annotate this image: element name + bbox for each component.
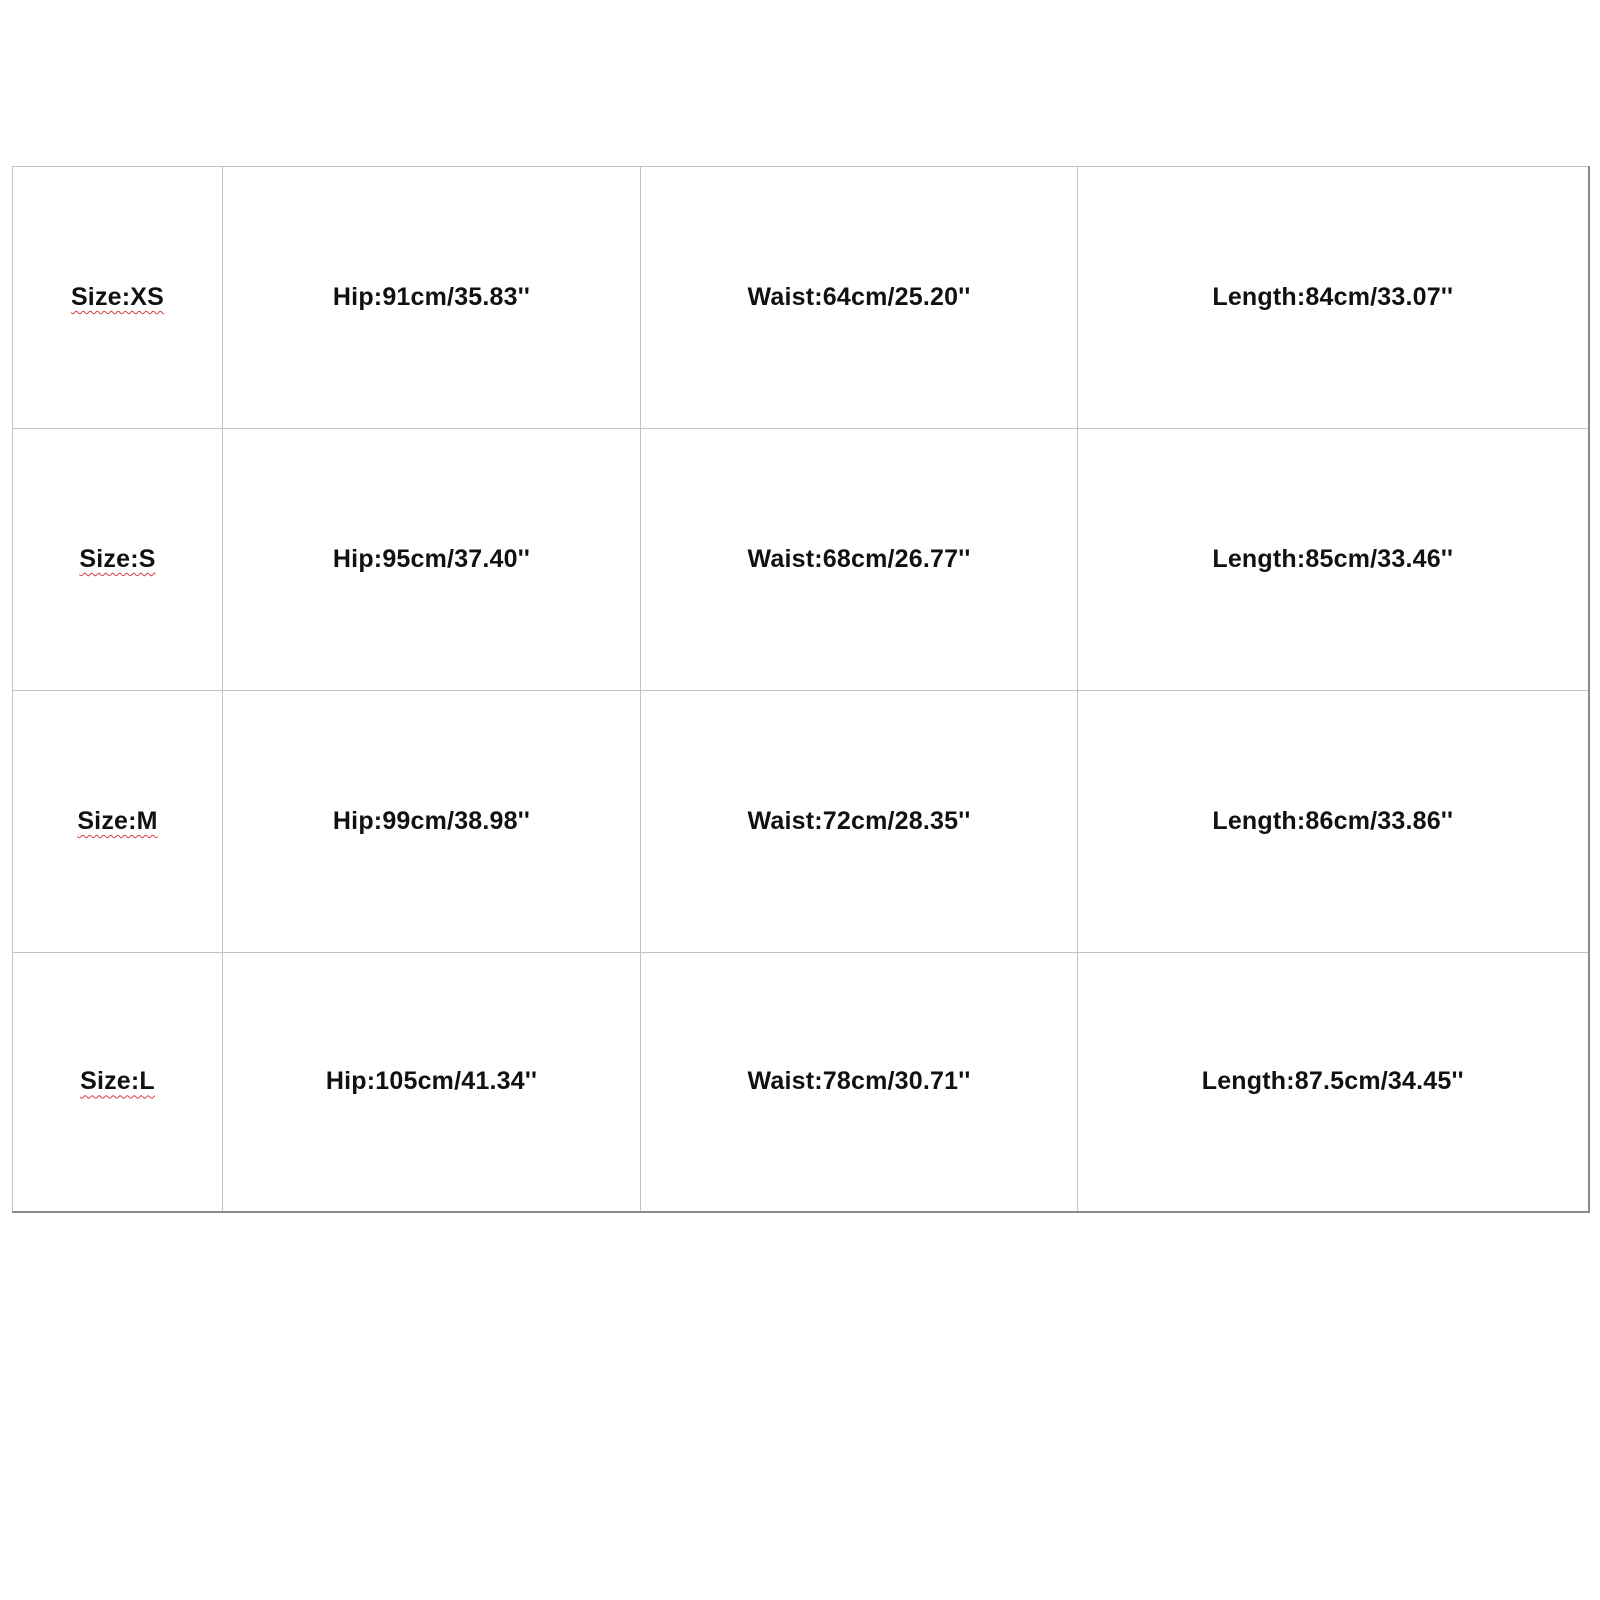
waist-cell: Waist:64cm/25.20'' <box>641 167 1078 429</box>
waist-cell: Waist:78cm/30.71'' <box>641 953 1078 1212</box>
hip-cell: Hip:91cm/35.83'' <box>223 167 641 429</box>
size-label: Size:L <box>80 1067 155 1096</box>
length-cell: Length:85cm/33.46'' <box>1078 429 1589 691</box>
size-cell <box>13 691 223 953</box>
length-cell: Length:86cm/33.86'' <box>1078 691 1589 953</box>
size-label: Size:M <box>77 807 158 835</box>
size-cell <box>13 429 223 691</box>
waist-cell: Waist:68cm/26.77'' <box>641 429 1078 691</box>
size-cell <box>13 953 223 1212</box>
table-row <box>13 953 1589 1212</box>
length-cell: Length:87.5cm/34.45'' <box>1078 953 1589 1212</box>
size-label: Size:XS <box>70 283 165 311</box>
size-cell <box>13 167 223 429</box>
table-row <box>13 691 1589 953</box>
size-label: Size:S <box>79 545 156 573</box>
length-cell: Length:84cm/33.07'' <box>1078 167 1589 429</box>
size-chart-table <box>12 166 1590 1213</box>
table-row <box>13 429 1589 691</box>
table-row <box>13 167 1589 429</box>
hip-cell: Hip:105cm/41.34'' <box>223 953 641 1212</box>
hip-cell: Hip:99cm/38.98'' <box>223 691 641 953</box>
waist-cell: Waist:72cm/28.35'' <box>641 691 1078 953</box>
hip-cell: Hip:95cm/37.40'' <box>223 429 641 691</box>
